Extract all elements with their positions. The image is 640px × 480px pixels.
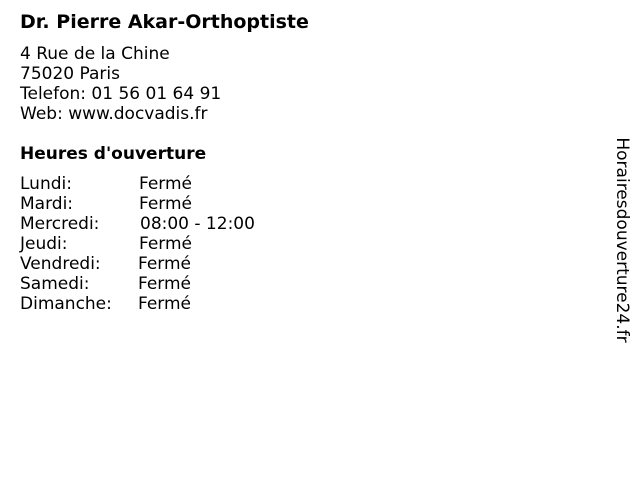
practice-title: Dr. Pierre Akar-Orthoptiste bbox=[20, 11, 309, 33]
address-block bbox=[20, 44, 221, 124]
site-watermark: Horairesdouverture24.fr bbox=[612, 137, 632, 343]
city-postcode: 75020 Paris bbox=[20, 64, 120, 84]
street-address: 4 Rue de la Chine bbox=[20, 44, 170, 64]
day-label: Mercredi: bbox=[20, 214, 100, 234]
hours-value: Fermé bbox=[139, 234, 193, 254]
day-label: Jeudi: bbox=[20, 234, 68, 254]
day-label: Dimanche: bbox=[20, 294, 112, 314]
hours-value: Fermé bbox=[139, 174, 193, 194]
hours-value: Fermé bbox=[138, 294, 192, 314]
hours-value: Fermé bbox=[138, 254, 192, 274]
hours-value: Fermé bbox=[138, 274, 192, 294]
hours-value: Fermé bbox=[139, 194, 193, 214]
website: Web: www.docvadis.fr bbox=[20, 104, 208, 124]
hours-value: 08:00 - 12:00 bbox=[140, 214, 255, 234]
opening-hours-heading: Heures d'ouverture bbox=[20, 144, 207, 164]
day-label: Mardi: bbox=[20, 194, 74, 214]
day-label: Vendredi: bbox=[20, 254, 101, 274]
phone-number: Telefon: 01 56 01 64 91 bbox=[20, 84, 222, 104]
day-label: Lundi: bbox=[20, 174, 72, 194]
day-label: Samedi: bbox=[20, 274, 90, 294]
